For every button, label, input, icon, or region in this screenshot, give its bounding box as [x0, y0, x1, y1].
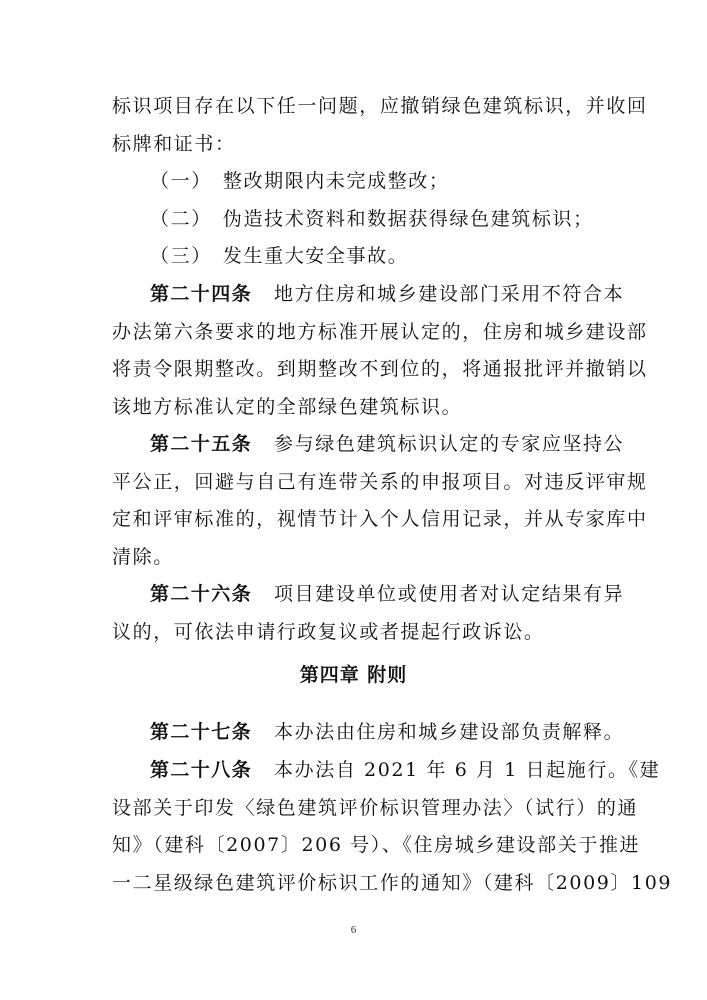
article-first-line	[112, 576, 625, 614]
list-item: （三） 发生重大安全事故。	[150, 245, 409, 267]
article-line: 将责令限期整改。到期整改不到位的，将通报批评并撤销以	[112, 358, 648, 380]
article-text: 项目建设单位或使用者对认定结果有异	[274, 583, 625, 605]
article-number: 第二十五条	[150, 433, 253, 455]
article-number: 第二十八条	[150, 759, 253, 781]
article-line: 该地方标准认定的全部绿色建筑标识。	[112, 395, 463, 418]
article-line: 定和评审标准的，视情节计入个人信用记录，并从专家库中	[112, 508, 648, 530]
article-line: 一二星级绿色建筑评价标识工作的通知》（建科〔2009〕109	[112, 871, 673, 894]
article-text: 本办法由住房和城乡建设部负责解释。	[274, 721, 625, 743]
article-line: 议的，可依法申请行政复议或者提起行政诉讼。	[112, 620, 545, 643]
article-28	[112, 752, 673, 902]
article-number: 第二十七条	[150, 721, 253, 743]
list-item: （二） 伪造技术资料和数据获得绿色建筑标识；	[150, 207, 594, 230]
article-line: 知》（建科〔2007〕206 号）、《住房城乡建设部关于推进	[112, 834, 641, 856]
chapter-heading: 第四章 附则	[299, 664, 408, 686]
article-first-line	[112, 752, 661, 790]
article-26	[112, 576, 625, 651]
article-text: 本办法自 2021 年 6 月 1 日起施行。《建	[274, 759, 661, 781]
article-first-line	[112, 426, 625, 464]
paragraph-line: 标牌和证书：	[112, 132, 236, 155]
article-text: 参与绿色建筑标识认定的专家应坚持公	[274, 433, 625, 455]
article-line: 清除。	[112, 545, 174, 568]
article-text: 地方住房和城乡建设部门采用不符合本	[274, 283, 625, 305]
article-first-line	[112, 276, 625, 314]
article-27	[112, 714, 625, 752]
article-line: 平公正，回避与自己有连带关系的申报项目。对违反评审规	[112, 470, 648, 493]
article-line: 办法第六条要求的地方标准开展认定的，住房和城乡建设部	[112, 320, 648, 343]
page-number: 6	[350, 924, 357, 936]
article-number: 第二十四条	[150, 283, 253, 305]
list-item: （一） 整改期限内未完成整改；	[150, 170, 450, 192]
article-line: 设部关于印发〈绿色建筑评价标识管理办法〉（试行）的通	[112, 796, 639, 819]
revocation-conditions-list	[112, 163, 604, 276]
article-24	[112, 276, 648, 426]
article-25	[112, 426, 648, 576]
article-number: 第二十六条	[150, 583, 253, 605]
paragraph-continuation	[112, 88, 648, 163]
article-first-line	[112, 714, 625, 752]
paragraph-line: 标识项目存在以下任一问题，应撤销绿色建筑标识，并收回	[112, 95, 648, 117]
